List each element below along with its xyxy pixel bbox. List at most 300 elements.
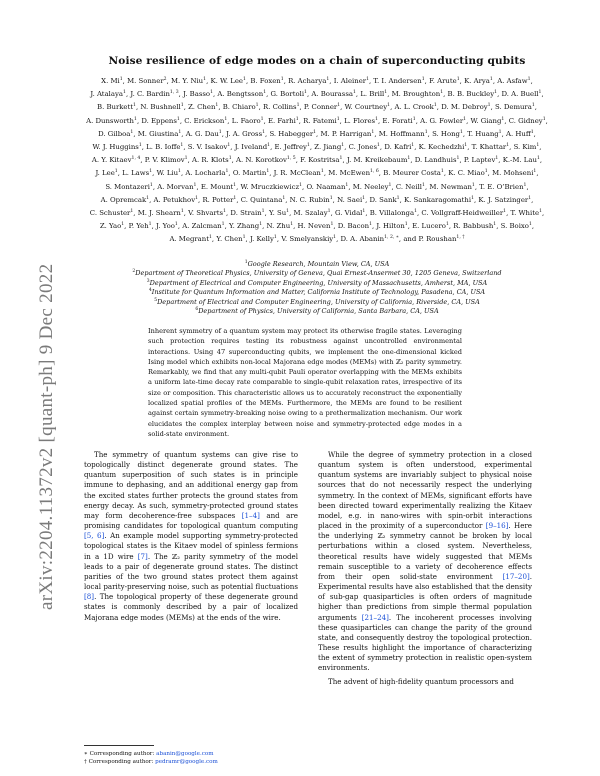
author-affiliation-mark: 1 [304, 90, 307, 96]
author-affiliation-mark: 1, 4 [131, 156, 141, 162]
author-name: K.-M. Lau$^1$, [502, 156, 543, 165]
author-affiliation-mark: 1 [498, 129, 502, 135]
author-name: R. Fatemi$^1$, [303, 116, 342, 125]
author-affiliation-mark: 1 [149, 182, 153, 188]
citation-link[interactable]: [21–24] [361, 612, 389, 622]
author-name: H. Neven$^1$, [297, 222, 336, 231]
author-name: A. Morvan$^1$, [157, 182, 199, 191]
author-name: M. Mohseni$^1$, [492, 169, 539, 178]
author-affiliation-mark: 1 [345, 182, 349, 188]
author-name: E. Farhi$^1$, [268, 116, 301, 125]
author-name: M. Hoffmann$^1$, [378, 129, 430, 138]
author-affiliation-mark: 1 [484, 169, 488, 175]
author-name: D. M. Debroy$^1$, [441, 103, 493, 112]
author-affiliation-mark: 1 [233, 195, 237, 201]
intro-paragraph-3: The advent of high-fidelity quantum processors and [328, 677, 514, 687]
author-name: A. R. Klots$^1$, [191, 156, 234, 165]
author-affiliation-mark: 1 [174, 222, 178, 228]
author-affiliation-mark: 1 [313, 129, 317, 135]
footnote [84, 750, 304, 758]
author-name: W. Courtney$^1$, [344, 103, 393, 112]
affiliation-text: Department of Theoretical Physics, University of Geneva, Quai Ernest-Ansermet 30, 1205 Geneva, Switzerland [135, 269, 502, 278]
author-name: C. Jones$^1$, [348, 143, 383, 152]
author-name: B. B. Buckley$^1$, [447, 90, 500, 99]
affiliation-number: 5 [154, 297, 158, 303]
author-name: N. Zhu$^1$, [266, 222, 296, 231]
author-name: L. Brill$^1$, [360, 90, 390, 99]
affiliation [84, 288, 550, 297]
author-name: A. Huff$^1$, [506, 129, 536, 138]
author-name: Y. Zhang$^1$, [228, 222, 265, 231]
author-name: E. Mount$^1$, [200, 182, 239, 191]
affiliation [84, 269, 550, 278]
author-name: A. Dunsworth$^1$, [86, 116, 140, 125]
author-affiliation-mark: 1 [266, 169, 270, 175]
author-affiliation-mark: 1 [203, 77, 207, 82]
author-name: K. J. Satzinger$^1$, [478, 195, 534, 204]
author-affiliation-mark: 1 [487, 103, 491, 109]
author-name: A. G. Fowler$^1$, [420, 116, 469, 125]
author-name: B. Chiaro$^1$, [222, 103, 261, 112]
author-name: P. V. Klimov$^1$, [144, 156, 190, 165]
author-affiliation-mark: 1 [148, 222, 152, 228]
author-name: R. Potter$^1$, [202, 195, 239, 204]
author-name: B. Burkett$^1$, [97, 103, 139, 112]
author-name: M. McEwen$^{1, 6}$, [328, 169, 381, 178]
footnote [84, 758, 304, 766]
author-name: J. Lee$^1$, [95, 169, 120, 178]
author-affiliation-mark: 1 [539, 209, 542, 215]
author-affiliation-mark: 1 [180, 103, 184, 109]
author-name: A. Zalcman$^1$, [182, 222, 227, 231]
affiliation-number: 6 [195, 307, 199, 313]
affiliation-text: Department of Electrical and Computer Engineering, University of California, Riverside, CA, USA [157, 297, 480, 306]
author-affiliation-mark: 1 [255, 103, 259, 109]
author-affiliation-mark: 1 [333, 235, 337, 241]
author-affiliation-mark: 1 [320, 169, 324, 175]
footnote-mark: † [84, 759, 89, 766]
author-affiliation-mark: 1 [528, 222, 532, 228]
author-name: A. L. Crook$^1$, [394, 103, 439, 112]
author-name: D. Kafri$^1$, [384, 143, 417, 152]
author-name: R. Acharya$^1$, [288, 77, 332, 85]
author-affiliation-mark: 1 [407, 156, 411, 162]
author-name: J. M. Kreikebaum$^1$, [346, 156, 413, 165]
author-affiliation-mark: 1 [330, 222, 334, 228]
footnote-email-link[interactable]: pedramr@google.com [155, 759, 218, 766]
affiliation-number: 2 [132, 269, 136, 275]
author-affiliation-mark: 1 [503, 209, 507, 215]
author-affiliation-mark: 1 [223, 209, 227, 215]
author-affiliation-mark: 1 [414, 209, 417, 215]
footnote-label: Corresponding author: [89, 751, 157, 757]
author-name: C. Schuster$^1$, [89, 209, 136, 218]
author-affiliation-mark: 1 [464, 143, 468, 149]
author-affiliation-mark: 1 [215, 103, 219, 109]
footnotes [84, 750, 304, 766]
author-affiliation-mark: 1 [218, 129, 222, 135]
author-affiliation-mark: 1 [375, 116, 378, 122]
author-name: C. Neill$^1$, [395, 182, 428, 191]
author-affiliation-mark: 1 [262, 129, 266, 135]
author-name: W. J. Huggins$^1$, [92, 143, 144, 152]
author-name: S. Hong$^1$, [432, 129, 466, 138]
affiliation [84, 260, 550, 269]
author-name: D. Bacon$^1$, [337, 222, 375, 231]
author-affiliation-mark: 1 [180, 209, 184, 215]
author-affiliation-mark: 1 [263, 90, 267, 96]
author-affiliation-mark: 1 [341, 143, 345, 149]
author-affiliation-mark: 1 [456, 77, 460, 82]
author-name: A. N. Korotkov$^{1, 5}$, [236, 156, 298, 165]
author-name: M. Giustina$^1$, [137, 129, 184, 138]
author-affiliation-mark: 1 [329, 195, 333, 201]
affiliation-number: 1 [244, 260, 248, 265]
author-name: B. Meurer Costa$^1$, [383, 169, 447, 178]
author-name: D. A. Abanin$^{1, 2, ∗}$, [340, 235, 402, 244]
author-name: T. Khattar$^1$, [471, 143, 512, 152]
author-name: W. Giang$^1$, [470, 116, 507, 125]
body-column-left [84, 450, 298, 623]
author-affiliation-mark: 1 [494, 90, 498, 96]
citation-link[interactable]: [1–4] [241, 510, 260, 520]
author-name: D. Gilboa$^1$, [98, 129, 136, 138]
author-affiliation-mark: 1 [280, 77, 284, 82]
author-name: Z. Jiang$^1$, [314, 143, 347, 152]
author-name: J. C. Bardin$^{1, 3}$, [130, 90, 181, 99]
author-affiliation-mark: 1 [530, 129, 534, 135]
author-affiliation-mark: 1 [130, 129, 134, 135]
author-affiliation-mark: 1 [259, 222, 263, 228]
author-affiliation-mark: 1 [536, 156, 540, 162]
author-name: K. Arya$^1$, [464, 77, 496, 85]
author-affiliation-mark: 1 [326, 77, 330, 82]
author-affiliation-mark: 1 [366, 77, 369, 82]
author-affiliation-mark: 1 [228, 156, 232, 162]
author-name: W. Mruczkiewicz$^1$, [240, 182, 305, 191]
arxiv-id: arXiv:2204.11372v2 [quant-ph] 9 Dec 2022 [36, 263, 57, 610]
citation-link[interactable]: [5, 6] [84, 531, 105, 541]
author-name: M. Broughton$^1$, [391, 90, 446, 99]
author-name: N. Bushnell$^1$, [140, 103, 186, 112]
author-affiliation-mark: 1 [376, 143, 380, 149]
author-name: J. A. Gross$^1$, [226, 129, 268, 138]
author-affiliation-mark: 1 [114, 169, 118, 175]
author-affiliation-mark: 1 [411, 143, 415, 149]
author-name: G. Vidal$^1$, [334, 209, 368, 218]
author-affiliation-mark: 1 [296, 103, 300, 109]
author-affiliation-mark: 1 [123, 90, 126, 96]
author-name: L. Laws$^1$, [122, 169, 155, 178]
author-name: X. Mi$^1$, [101, 77, 125, 85]
author-name: G. Bortoli$^1$, [270, 90, 310, 99]
author-name: A. Petukhov$^1$, [153, 195, 201, 204]
author-affiliation-mark: 1 [536, 143, 540, 149]
author-name: M. Szalay$^1$, [293, 209, 333, 218]
author-name: R. Babbush$^1$, [453, 222, 499, 231]
affiliation-text: Department of Electrical and Computer Engineering, University of Massachusetts, Amherst, MA, USA [149, 278, 488, 287]
intro-paragraph-1 [84, 450, 298, 623]
author-affiliation-mark: 1 [261, 209, 265, 215]
author-name: C. Gidney$^1$, [508, 116, 548, 125]
author-affiliation-mark: 1 [542, 116, 546, 122]
author-name: N. Saei$^1$, [337, 195, 368, 204]
author-affiliation-mark: 1 [422, 182, 425, 188]
text-run: . The ℤ₂ parity symmetry of the model leads to a pair of degenerate ground states. The distinct parities of the two ground states protect them against local parity-preserving noise, such as potential fluctuations [84, 551, 298, 592]
author-affiliation-mark: 1 [445, 222, 449, 228]
author-name: F. Arute$^1$, [429, 77, 462, 85]
author-name: P. Laptev$^1$, [463, 156, 501, 165]
author-name: D. Strain$^1$, [230, 209, 267, 218]
author-name: M. Neeley$^1$, [352, 182, 394, 191]
author-name: J. Basso$^1$, [183, 90, 216, 99]
author-name: P. Conner$^1$, [303, 103, 343, 112]
author-affiliation-mark: 1 [178, 169, 181, 175]
text-run: . Experimental results have also established that the density of sub-gap quasiparticles is often orders of magnitude higher than predictions from simple thermal population arguments [318, 571, 532, 622]
author-name: I. Aleiner$^1$, [333, 77, 372, 85]
author-name: V. Smelyanskiy$^1$, [281, 235, 339, 244]
author-name: Z. Yao$^1$, [99, 222, 127, 231]
author-affiliation-mark: 1 [433, 103, 437, 109]
author-affiliation-mark: 1 [531, 103, 535, 109]
author-name: D. A. Buell$^1$, [501, 90, 544, 99]
author-affiliation-mark: 1 [133, 103, 136, 109]
author-affiliation-mark: 1 [224, 116, 228, 122]
citation-link[interactable]: [8] [84, 592, 95, 602]
author-name: D. Sank$^1$, [369, 195, 402, 204]
author-name: T. E. O’Brien$^1$, [479, 182, 529, 191]
author-name: A. Asfaw$^1$, [497, 77, 533, 85]
author-name: N. C. Rubin$^1$, [289, 195, 335, 204]
author-name: D. Eppens$^1$, [141, 116, 183, 125]
affiliation [84, 307, 550, 316]
text-run: . Here the underlying ℤ₂ symmetry cannot be broken by local perturbations within a closed system. Nevertheless, theoretical results have widely suggested that MEMs remain susceptible to a variety of decoherence effects from their open solid-state environment [318, 521, 532, 581]
author-affiliation-mark: 1 [371, 129, 375, 135]
author-affiliation-mark: 1 [463, 116, 467, 122]
author-name: C. Quintana$^1$, [240, 195, 288, 204]
citation-link[interactable]: [17–20] [502, 571, 530, 581]
author-name: B. Villalonga$^1$, [369, 209, 420, 218]
text-run: . An example model supporting symmetry-protected topological states is the Kitaev model of spinless fermions in a 1D wire [84, 531, 298, 561]
author-name: V. Shvarts$^1$, [188, 209, 229, 218]
author-affiliation-mark: 1 [184, 156, 188, 162]
author-name: M. J. Shearn$^1$, [137, 209, 186, 218]
footnote-divider [84, 745, 154, 746]
author-name: F. Kostritsa$^1$, [300, 156, 345, 165]
author-name: A. Megrant$^1$, [169, 235, 215, 244]
author-name: A. Bengtsson$^1$, [217, 90, 269, 99]
author-affiliation-mark: 1 [369, 222, 372, 228]
author-name: E. Jeffrey$^1$, [274, 143, 313, 152]
author-name: C. Vollgraff-Heidweiller$^1$, [421, 209, 509, 218]
author-affiliation-mark: 1 [221, 222, 225, 228]
author-name: A. Locharla$^1$, [185, 169, 231, 178]
author-name: L. Flores$^1$, [344, 116, 381, 125]
author-affiliation-mark: 1 [193, 182, 197, 188]
author-name: S. Boixo$^1$, [500, 222, 535, 231]
author-affiliation-mark: 1 [233, 182, 237, 188]
author-affiliation-mark: 1 [538, 90, 542, 96]
affiliation-text: Institute for Quantum Information and Matter, California Institute of Technology, Pasadena, CA, USA [151, 288, 486, 297]
author-affiliation-mark: 1 [493, 222, 497, 228]
author-affiliation-mark: 1 [471, 182, 475, 188]
author-affiliation-mark: 1 [146, 195, 150, 201]
affiliation-list [84, 260, 550, 316]
author-affiliation-mark: 1 [495, 156, 499, 162]
author-name: L. Faoro$^1$, [231, 116, 266, 125]
author-affiliation-mark: 1 [421, 77, 425, 82]
author-name: T. Huang$^1$, [467, 129, 504, 138]
author-affiliation-mark: 1 [412, 116, 416, 122]
author-name: S. Montazeri$^1$, [105, 182, 156, 191]
body-column-right [318, 450, 532, 688]
author-affiliation-mark: 1 [121, 222, 125, 228]
author-affiliation-mark: 1 [440, 90, 444, 96]
arxiv-stamp-svg [24, 110, 64, 610]
author-affiliation-mark: 1 [180, 143, 184, 149]
affiliation-text: Google Research, Mountain View, CA, USA [247, 260, 390, 268]
paper-title: Noise resilience of edge modes on a chain of superconducting qubits [108, 55, 526, 67]
author-name: J. R. McClean$^1$, [273, 169, 327, 178]
citation-link[interactable]: [7] [137, 551, 148, 561]
author-affiliation-mark: 1 [459, 129, 463, 135]
author-name: M. P. Harrigan$^1$, [320, 129, 377, 138]
author-affiliation-mark: 1 [195, 195, 199, 201]
author-affiliation-mark: 1 [149, 169, 153, 175]
author-name: T. White$^1$, [510, 209, 545, 218]
author-name: Y. Chen$^1$, [216, 235, 248, 244]
author-name: T. I. Andersen$^1$, [373, 77, 427, 85]
author-affiliation-mark: 1 [528, 195, 532, 201]
author-affiliation-mark: 1 [362, 195, 366, 201]
author-list [84, 75, 550, 247]
author-affiliation-mark: 1 [387, 103, 391, 109]
affiliation-number: 4 [148, 288, 152, 294]
author-name: L. B. Ioffe$^1$, [146, 143, 186, 152]
abstract: Inherent symmetry of a quantum system may protect its otherwise fragile states. Leveraging such protection requires testing its robustness against uncontrolled environmental interactions. Using 47 superconducting qubits, we implement the one-dimensional kicked Ising model which exhibits non-local Majorana edge modes (MEMs) with ℤ₂ parity symmetry. Remarkably, we find that any multi-qubit Pauli operator overlapping with the MEMs exhibits a uniform late-time decay rate comparable to single-qubit relaxation rates, irrespective of its size or composition. This characteristic allows us to accurately reconstruct the exponentially localized spatial profiles of the MEMs. Furthermore, the MEMs are found to be resilient against certain symmetry-breaking noise owing to a prethermalization mechanism. Our work elucidates the complex interplay between noise and symmetry-protected edge modes in a solid-state environment. [148, 327, 462, 438]
author-name: S. V. Isakov$^1$, [187, 143, 233, 152]
author-affiliation-mark: 1 [471, 195, 474, 201]
author-name: O. Naaman$^1$, [306, 182, 351, 191]
author-name: K. C. Miao$^1$, [448, 169, 490, 178]
author-affiliation-mark: 1, † [456, 235, 465, 241]
text-run: and are promising candidates for topological quantum computing [84, 510, 298, 531]
author-affiliation-mark: 1, 6 [370, 169, 379, 175]
author-affiliation-mark: 1 [456, 156, 460, 162]
text-run: While the degree of symmetry protection in a closed quantum system is often understood, experimental quantum systems are invariably subject to physical noise sources that do not necessarily respect the underlying symmetry. In the context of MEMs, significant efforts have been directed toward experimentally realizing the Kitaev model, e.g. in nano-wires with spin-orbit interactions placed in the proximity of a superconductor [318, 450, 532, 531]
author-affiliation-mark: 1 [242, 235, 246, 241]
author-affiliation-mark: 1 [506, 143, 510, 149]
author-name: Y. Su$^1$, [268, 209, 292, 218]
author-affiliation-mark: 1 [352, 90, 356, 96]
author-name: E. Forati$^1$, [382, 116, 418, 125]
intro-paragraph-2 [318, 450, 532, 673]
author-affiliation-mark: 1 [501, 116, 505, 122]
author-name: K. Kechedzhi$^1$, [418, 143, 470, 152]
author-affiliation-mark: 1 [396, 195, 400, 201]
author-name: C. Erickson$^1$, [184, 116, 230, 125]
footnote-label: Corresponding author: [88, 759, 156, 766]
arxiv-stamp [24, 110, 64, 610]
text-run: The symmetry of quantum systems can give rise to topologically distinct degenerate ground states. The quantum superposition of such states is in principle immune to dephasing, and an additional energy gap from the excited states further protects the ground states from energy decay. As such, symmetry-protected ground states may form decoherence-free subspaces [84, 450, 298, 520]
author-name: K. W. Lee$^1$, [210, 77, 249, 85]
author-affiliation-mark: 1, 3 [169, 90, 179, 96]
author-name: S. Demura$^1$, [495, 103, 537, 112]
author-name: W. Liu$^1$, [156, 169, 184, 178]
author-name: J. Hilton$^1$, [376, 222, 410, 231]
author-name: M. Sonner$^2$, [127, 77, 169, 85]
author-name: and P. Roushan$^{1, \dagger}$ [403, 235, 465, 244]
author-affiliation-mark: 1 [384, 90, 388, 96]
author-affiliation-mark: 1 [138, 143, 142, 149]
author-affiliation-mark: 1, 2, ∗ [384, 235, 399, 241]
author-affiliation-mark: 1 [489, 77, 493, 82]
author-affiliation-mark: 1 [533, 169, 537, 175]
author-affiliation-mark: 1 [286, 209, 290, 215]
author-affiliation-mark: 1 [523, 182, 527, 188]
footnote-email-link[interactable]: abanin@google.com [156, 751, 214, 757]
author-affiliation-mark: 1 [273, 235, 277, 241]
author-affiliation-mark: 1 [119, 77, 123, 82]
author-affiliation-mark: 1 [299, 182, 303, 188]
affiliation-number: 3 [146, 278, 150, 284]
affiliation-text: Department of Physics, University of California, Santa Barbara, CA, USA [198, 307, 439, 316]
author-affiliation-mark: 1, 5 [286, 156, 296, 162]
author-affiliation-mark: 1 [388, 182, 392, 188]
author-affiliation-mark: 1 [134, 116, 137, 122]
author-name: B. Foxen$^1$, [250, 77, 286, 85]
author-affiliation-mark: 1 [260, 116, 264, 122]
author-affiliation-mark: 1 [243, 77, 246, 82]
author-affiliation-mark: 1 [290, 222, 294, 228]
affiliation [84, 298, 550, 307]
author-affiliation-mark: 1 [337, 103, 341, 109]
author-affiliation-mark: 1 [208, 235, 212, 241]
author-affiliation-mark: 1 [306, 143, 310, 149]
text-run: . The incoherent processes involving these quasiparticles can change the parity of the ground state, and consequently destroy the topological protection. These results highlight the importance of characterizing the extent of symmetry protection in realistic open-system environments. [318, 612, 532, 673]
author-name: S. Kim$^1$, [513, 143, 542, 152]
author-affiliation-mark: 1 [424, 129, 428, 135]
text-run: . The topological property of these degenerate ground states is commonly described by a pair of localized Majorana edge modes (MEMs) at the ends of the wire. [84, 592, 298, 622]
author-affiliation-mark: 1 [282, 195, 286, 201]
author-affiliation-mark: 1 [227, 143, 231, 149]
author-name: K. Sankaragomathi$^1$, [403, 195, 477, 204]
author-name: A. Opremcak$^1$, [100, 195, 152, 204]
author-affiliation-mark: 1 [225, 169, 229, 175]
author-affiliation-mark: 1 [362, 209, 366, 215]
author-affiliation-mark: 1 [130, 209, 134, 215]
author-affiliation-mark: 1 [336, 116, 340, 122]
author-name: E. Lucero$^1$, [412, 222, 452, 231]
author-name: A. Bourassa$^1$, [311, 90, 359, 99]
author-affiliation-mark: 1 [176, 116, 180, 122]
author-name: J. Yoo$^1$, [156, 222, 181, 231]
author-affiliation-mark: 1 [267, 143, 271, 149]
author-name: O. Martin$^1$, [232, 169, 272, 178]
citation-link[interactable]: [9–16] [485, 521, 509, 531]
author-name: A. G. Dau$^1$, [185, 129, 224, 138]
author-affiliation-mark: 2 [163, 77, 167, 82]
author-name: J. Atalaya$^1$, [90, 90, 129, 99]
author-affiliation-mark: 1 [339, 156, 343, 162]
affiliation [84, 279, 550, 288]
author-affiliation-mark: 1 [210, 90, 214, 96]
author-name: M. Y. Niu$^1$, [170, 77, 209, 85]
author-name: P. Yeh$^1$, [128, 222, 154, 231]
author-affiliation-mark: 1 [327, 209, 331, 215]
footnote-mark: ∗ [84, 751, 90, 757]
author-name: J. Iveland$^1$, [234, 143, 273, 152]
